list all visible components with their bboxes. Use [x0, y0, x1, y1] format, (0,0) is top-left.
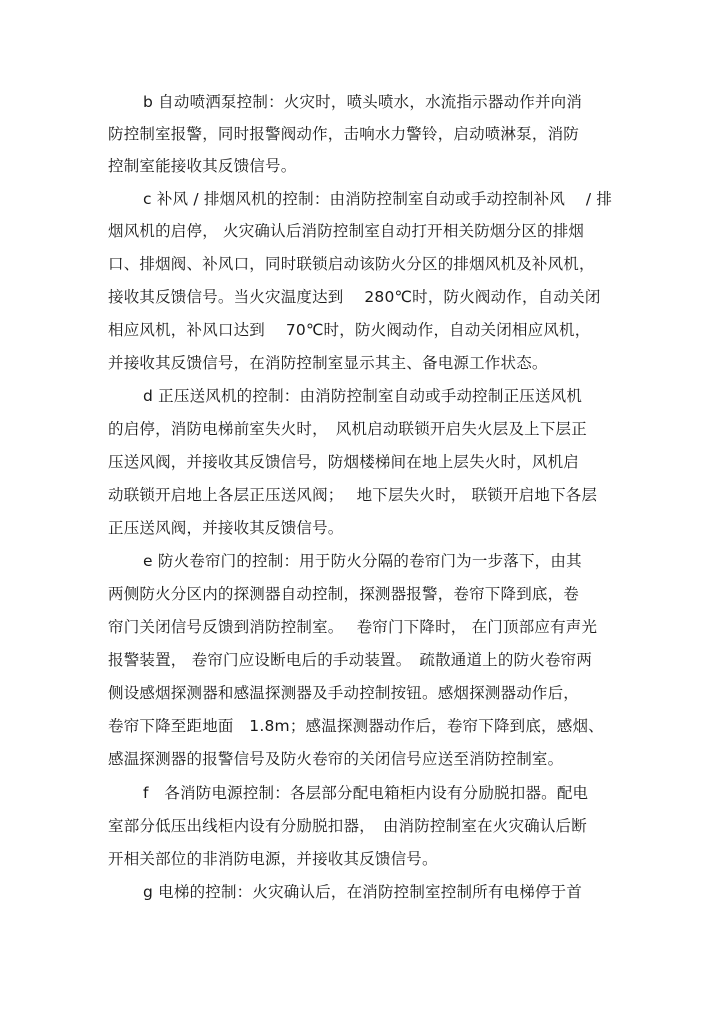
paragraph-c-line-6: 并接收其反馈信号，在消防控制室显示其主、备电源工作状态。 [108, 354, 548, 372]
paragraph-g-line-1: g 电梯的控制：火灾确认后，在消防控制室控制所有电梯停于首 [143, 883, 583, 901]
paragraph-e-line-4: 报警装置， 卷帘门应设断电后的手动装置。 疏散通道上的防火卷帘两 [108, 651, 593, 669]
paragraph-e-line-6: 卷帘下降至距地面 1.8m；感温探测器动作后，卷帘下降到底，感烟、 [108, 717, 604, 735]
paragraph-e-line-2: 两侧防火分区内的探测器自动控制，探测器报警，卷帘下降到底，卷 [108, 585, 580, 603]
paragraph-f-line-3: 开相关部位的非消防电源，并接收其反馈信号。 [108, 850, 438, 868]
paragraph-b-line-1: b 自动喷洒泵控制：火灾时，喷头喷水，水流指示器动作并向消 [143, 93, 583, 111]
paragraph-e-line-3: 帘门关闭信号反馈到消防控制室。 卷帘门下降时， 在门顶部应有声光 [108, 618, 598, 636]
paragraph-e-line-5: 侧设感烟探测器和感温探测器及手动控制按钮。感烟探测器动作后， [108, 684, 580, 702]
paragraph-d-line-4: 动联锁开启地上各层正压送风阀； 地下层失火时， 联锁开启地下各层 [108, 486, 598, 504]
paragraph-b-line-2: 防控制室报警，同时报警阀动作，击响水力警铃，启动喷淋泵，消防 [108, 125, 580, 143]
paragraph-f-line-1: f 各消防电源控制：各层部分配电箱柜内设有分励脱扣器。配电 [143, 784, 589, 802]
paragraph-b-line-3: 控制室能接收其反馈信号。 [108, 157, 297, 175]
paragraph-c-line-5: 相应风机，补风口达到 70℃时，防火阀动作，自动关闭相应风机， [108, 321, 591, 339]
paragraph-e-line-7: 感温探测器的报警信号及防火卷帘的关闭信号应送至消防控制室。 [108, 750, 564, 768]
paragraph-f-line-2: 室部分低压出线柜内设有分励脱扣器， 由消防控制室在火灾确认后断 [108, 817, 587, 835]
paragraph-c-line-4: 接收其反馈信号。当火灾温度达到 280℃时，防火阀动作，自动关闭 [108, 288, 601, 306]
paragraph-d-line-3: 压送风阀，并接收其反馈信号，防烟楼梯间在地上层失火时，风机启 [108, 453, 580, 471]
paragraph-d-line-2: 的启停，消防电梯前室失火时， 风机启动联锁开启失火层及上下层正 [108, 420, 587, 438]
paragraph-d-line-5: 正压送风阀，并接收其反馈信号。 [108, 519, 344, 537]
paragraph-c-line-3: 口、排烟阀、补风口，同时联锁启动该防火分区的排烟风机及补风机， [108, 255, 595, 273]
paragraph-c-line-1: c 补风 / 排烟风机的控制：由消防控制室自动或手动控制补风 / 排 [143, 190, 613, 208]
paragraph-e-line-1: e 防火卷帘门的控制：用于防火分隔的卷帘门为一步落下，由其 [143, 552, 582, 570]
paragraph-d-line-1: d 正压送风机的控制：由消防控制室自动或手动控制正压送风机 [143, 387, 583, 405]
paragraph-c-line-2: 烟风机的启停， 火灾确认后消防控制室自动打开相关防烟分区的排烟 [108, 222, 585, 240]
